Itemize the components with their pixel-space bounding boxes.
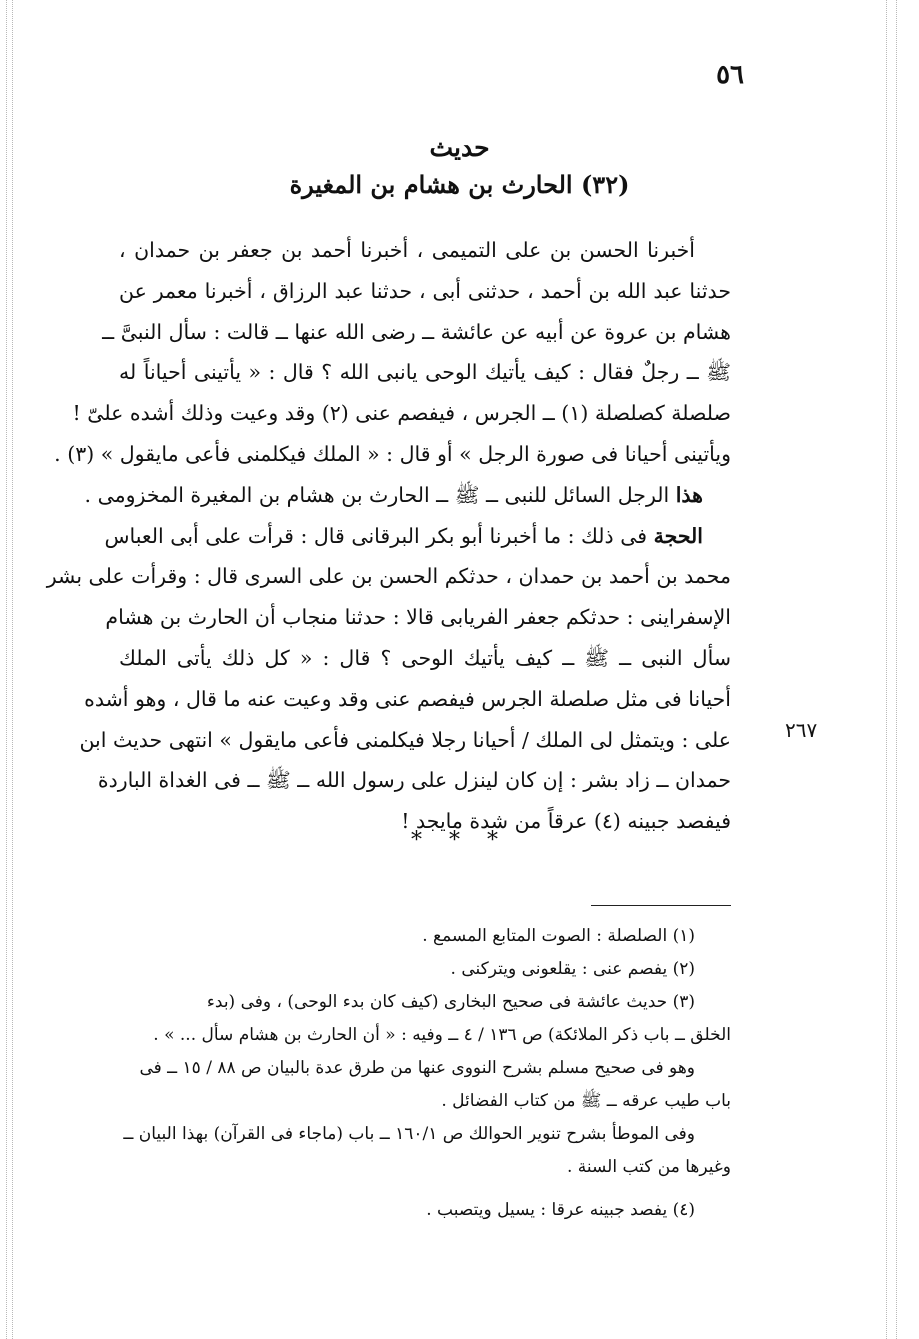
text-line: صلصلة كصلصلة (١) ــ الجرس ، فيفصم عنى (٢) وقد وعيت وذلك أشده علىّ ! — [72, 401, 731, 426]
text-line: أخبرنا الحسن بن على التميمى ، أخبرنا أحمد بن جعفر بن حمدان ، — [119, 238, 695, 262]
text-line: حدثنا عبد الله بن أحمد ، حدثنى أبى ، حدثنا عبد الرزاق ، أخبرنا معمر عن — [119, 278, 731, 303]
section-separator: * * * — [411, 828, 508, 853]
text-line: على : ويتمثل لى الملك / أحيانا رجلا فيكلمنى فأعى مايقول » انتهى حديث ابن — [79, 727, 731, 752]
paragraph-proof — [104, 516, 731, 557]
main-text — [46, 230, 731, 842]
text-span: فى ذلك : ما أخبرنا أبو بكر البرقانى قال : قرأت على أبى العباس — [104, 523, 654, 548]
text-line: فيفصد جبينه (٤) عرقاً من شدة مايجد ! — [401, 809, 731, 834]
right-page-edge — [886, 0, 887, 1339]
text-line: هشام بن عروة عن أبيه عن عائشة ــ رضى الله عنها ــ قالت : سأل النبىَّ ــ — [102, 319, 731, 344]
text-line: أحيانا فى مثل صلصلة الجرس فيفصم عنى وقد وعيت عنه ما قال ، وهو أشده — [84, 686, 731, 711]
footnote-4: (٤) يفصد جبينه عرقا : يسيل ويتصبب . — [426, 1200, 695, 1220]
margin-page-reference: ٢٦٧ — [785, 718, 818, 742]
text-line: ﷺ ــ رجلٌ فقال : كيف يأتيك الوحى يانبى الله ؟ قال : « يأتينى أحياناً له — [119, 360, 731, 385]
footnote-rule — [591, 905, 731, 906]
left-page-edge-inner — [12, 0, 13, 1339]
footnote-line: وغيرها من كتب السنة . — [566, 1157, 731, 1177]
paragraph-identification — [84, 475, 731, 516]
footnote-line: وهو فى صحيح مسلم بشرح النووى عنها من طرق عدة بالبيان ص ٨٨ / ١٥ ــ فى — [139, 1058, 695, 1078]
text-line: محمد بن أحمد بن حمدان ، حدثكم الحسن بن على السرى قال : وقرأت على بشر — [46, 564, 731, 589]
section-title: حديث — [429, 133, 490, 162]
page-number: ٥٦ — [716, 60, 744, 90]
text-line: سأل النبى ــ ﷺ ــ كيف يأتيك الوحى ؟ قال : « كل ذلك يأتى الملك — [119, 645, 731, 670]
footnote-3: (٣) حديث عائشة فى صحيح البخارى (كيف كان بدء الوحى) ، وفى (بدء — [206, 992, 695, 1012]
text-line: حمدان ــ زاد بشر : إن كان لينزل على رسول الله ــ ﷺ ــ فى الغداة الباردة — [97, 768, 731, 793]
right-page-edge-inner — [896, 0, 897, 1339]
footnote-line: وفى الموطأ بشرح تنوير الحوالك ص ١٦٠/١ ــ باب (ماجاء فى القرآن) بهذا البيان ــ — [123, 1124, 695, 1144]
footnote-line: باب طيب عرقه ــ ﷺ من كتاب الفضائل . — [441, 1091, 731, 1111]
keyword-hujja: الحجة — [653, 523, 703, 548]
footnote-2: (٢) يفصم عنى : يقلعونى ويتركنى . — [450, 959, 695, 979]
text-span: الرجل السائل للنبى ــ ﷺ ــ الحارث بن هشام بن المغيرة المخزومى . — [84, 482, 676, 507]
left-page-edge — [6, 0, 7, 1339]
text-line: ويأتينى أحيانا فى صورة الرجل » أو قال : « الملك فيكلمنى فأعى مايقول » (٣) . — [54, 441, 731, 466]
text-line: الإسفراينى : حدثكم جعفر الفريابى قالا : حدثنا منجاب أن الحارث بن هشام — [105, 605, 731, 630]
footnotes — [119, 920, 731, 1227]
footnote-line: الخلق ــ باب ذكر الملائكة) ص ١٣٦ / ٤ ــ وفيه : « أن الحارث بن هشام سأل ... » . — [153, 1025, 731, 1045]
footnote-1: (١) الصلصلة : الصوت المتابع المسمع . — [422, 926, 695, 946]
section-subtitle: (٣٢) الحارث بن هشام بن المغيرة — [289, 170, 630, 199]
keyword-hadha: هذا — [675, 482, 703, 507]
